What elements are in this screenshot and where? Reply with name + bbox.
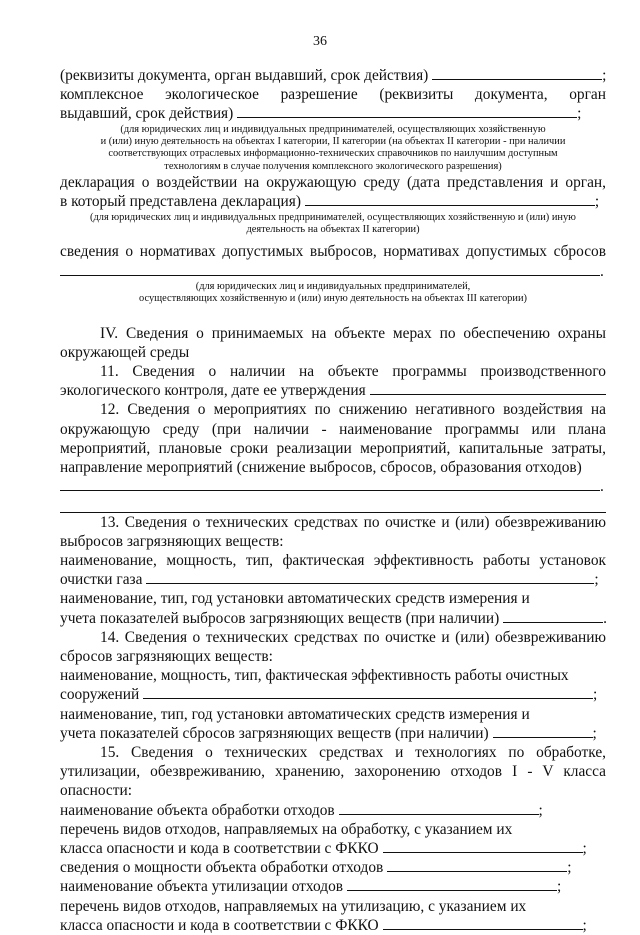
treatment-facilities-label: сооружений bbox=[60, 686, 140, 704]
period: . bbox=[603, 609, 607, 627]
requisites-line bbox=[60, 66, 606, 85]
processing-object-label: наименование объекта обработки отходов bbox=[60, 801, 335, 819]
section-iv-heading-2: окружающей среды bbox=[60, 343, 190, 361]
norms-field[interactable] bbox=[60, 262, 600, 276]
item-15-line-3: опасности: bbox=[60, 782, 132, 800]
period: . bbox=[600, 262, 604, 280]
item-15-line-2: утилизации, обезвреживанию, хранению, захоронению отходов I - V класса bbox=[60, 763, 606, 781]
processing-waste-field[interactable] bbox=[383, 839, 583, 853]
utilization-waste-label: класса опасности и кода в соответствии с ФККО bbox=[60, 916, 379, 934]
period: . bbox=[600, 478, 604, 496]
item-15-line-8 bbox=[60, 877, 606, 896]
item-13-line-6 bbox=[60, 609, 606, 628]
semicolon: ; bbox=[593, 686, 598, 704]
item-12-field[interactable] bbox=[60, 477, 600, 491]
emissions-meter-field[interactable] bbox=[503, 609, 603, 623]
norms-line: сведения о нормативах допустимых выбросов, нормативах допустимых сбросов bbox=[60, 243, 606, 261]
item-14-line-5: наименование, тип, год установки автоматических средств измерения и bbox=[60, 705, 530, 723]
item-13-line: 13. Сведения о технических средствах по очистке и (или) обезвреживанию bbox=[100, 513, 606, 531]
item-15-line: 15. Сведения о технических средствах и технологиях по обработке, bbox=[100, 743, 606, 761]
discharge-meter-label: учета показателей сбросов загрязняющих веществ (при наличии) bbox=[60, 724, 489, 742]
item-15-line-9: перечень видов отходов, направляемых на утилизацию, с указанием их bbox=[60, 897, 527, 915]
note-line: деятельность на объектах II категории) bbox=[246, 224, 420, 236]
item-15-line-10 bbox=[60, 916, 606, 935]
item-14-line: 14. Сведения о технических средствах по очистке и (или) обезвреживанию bbox=[100, 628, 606, 646]
semicolon: ; bbox=[577, 105, 582, 123]
item-14-line-3: наименование, мощность, тип, фактическая эффективность работы очистных bbox=[60, 667, 569, 685]
semicolon: ; bbox=[556, 878, 562, 896]
page-number: 36 bbox=[313, 34, 327, 49]
complex-permit-line: комплексное экологическое разрешение (реквизиты документа, орган bbox=[60, 86, 606, 104]
treatment-facilities-field[interactable] bbox=[143, 685, 593, 699]
form-content bbox=[60, 66, 606, 935]
item-14-line-6 bbox=[60, 724, 606, 743]
section-iv-heading: IV. Сведения о принимаемых на объекте мерах по обеспечению охраны bbox=[100, 324, 606, 342]
processing-capacity-label: сведения о мощности объекта обработки отходов bbox=[60, 859, 384, 877]
item-12-line: 12. Сведения о мероприятиях по снижению негативного воздействия на bbox=[100, 401, 606, 419]
gas-cleaning-field[interactable] bbox=[146, 570, 594, 584]
item-13-line-2: выбросов загрязняющих веществ: bbox=[60, 532, 284, 550]
item-15-line-7 bbox=[60, 858, 606, 877]
declaration-line-2 bbox=[60, 192, 606, 211]
emissions-meter-label: учета показателей выбросов загрязняющих веществ (при наличии) bbox=[60, 609, 500, 627]
semicolon: ; bbox=[602, 67, 607, 84]
semicolon: ; bbox=[538, 801, 543, 819]
item-13-line-4 bbox=[60, 570, 606, 589]
complex-permit-label: выдавший, срок действия) bbox=[60, 105, 234, 123]
semicolon: ; bbox=[592, 724, 597, 742]
processing-waste-label: класса опасности и кода в соответствии с ФККО bbox=[60, 839, 379, 857]
item-12-line-3: мероприятий, плановые сроки реализации мероприятий, капитальные затраты, bbox=[60, 439, 606, 457]
discharge-meter-field[interactable] bbox=[493, 724, 593, 738]
item-13-line-5: наименование, тип, год установки автоматических средств измерения и bbox=[60, 590, 530, 608]
semicolon: ; bbox=[582, 839, 587, 857]
utilization-object-label: наименование объекта утилизации отходов bbox=[60, 878, 344, 896]
item-12-field-line bbox=[60, 477, 606, 496]
declaration-field[interactable] bbox=[305, 192, 595, 206]
separator-rule bbox=[60, 497, 606, 513]
semicolon: ; bbox=[594, 193, 600, 211]
item-12-line-2: окружающую среду (при наличии - наименование программы или плана bbox=[60, 420, 606, 438]
item-13-line-3: наименование, мощность, тип, фактическая эффективность работы установок bbox=[60, 551, 606, 569]
note-line: (для юридических лиц и индивидуальных предпринимателей, осуществляющих хозяйственную bbox=[120, 123, 546, 135]
item-14-line-4 bbox=[60, 685, 606, 704]
gas-cleaning-label: очистки газа bbox=[60, 571, 143, 589]
note-line: осуществляющих хозяйственную и (или) иную деятельность на объектах III категории) bbox=[139, 293, 527, 305]
semicolon: ; bbox=[567, 859, 572, 877]
item-15-line-6 bbox=[60, 839, 606, 858]
note-line: (для юридических лиц и индивидуальных предпринимателей, осуществляющих хозяйственную и (или) иную bbox=[90, 211, 576, 223]
item-11-field[interactable] bbox=[370, 381, 606, 395]
item-11-label: экологического контроля, дате ее утверждения bbox=[60, 382, 366, 400]
declaration-label: в который представлена декларация) bbox=[60, 193, 301, 211]
note-line: соответствующих отраслевых информационно-технических справочников по наилучшим доступным bbox=[108, 148, 558, 160]
requisites-label: (реквизиты документа, орган выдавший, срок действия) bbox=[60, 67, 429, 84]
norms-field-line bbox=[60, 262, 606, 281]
utilization-object-field[interactable] bbox=[347, 877, 557, 891]
item-15-line-5: перечень видов отходов, направляемых на обработку, с указанием их bbox=[60, 820, 513, 838]
semicolon: ; bbox=[594, 571, 599, 589]
note-line: (для юридических лиц и индивидуальных предпринимателей, bbox=[195, 280, 471, 292]
item-15-line-4 bbox=[60, 801, 606, 820]
item-11-line: 11. Сведения о наличии на объекте программы производственного bbox=[100, 363, 606, 381]
item-11-line-2 bbox=[60, 381, 606, 400]
note-line: и (или) иную деятельность на объектах I категории, II категории (на объектах II категории - при наличии bbox=[100, 136, 566, 148]
utilization-waste-field[interactable] bbox=[383, 916, 583, 930]
processing-capacity-field[interactable] bbox=[387, 858, 567, 872]
declaration-line: декларация о воздействии на окружающую среду (дата представления и орган, bbox=[60, 174, 606, 192]
requisites-field[interactable] bbox=[432, 66, 602, 80]
processing-object-field[interactable] bbox=[339, 801, 539, 815]
note-line: технологиям в случае получения комплексного экологического разрешения) bbox=[164, 160, 502, 172]
item-12-line-4: направление мероприятий (снижение выбросов, сбросов, образования отходов) bbox=[60, 459, 582, 477]
complex-permit-line-2 bbox=[60, 104, 606, 123]
semicolon: ; bbox=[582, 916, 587, 934]
complex-permit-field[interactable] bbox=[237, 104, 577, 118]
item-14-line-2: сбросов загрязняющих веществ: bbox=[60, 647, 273, 665]
